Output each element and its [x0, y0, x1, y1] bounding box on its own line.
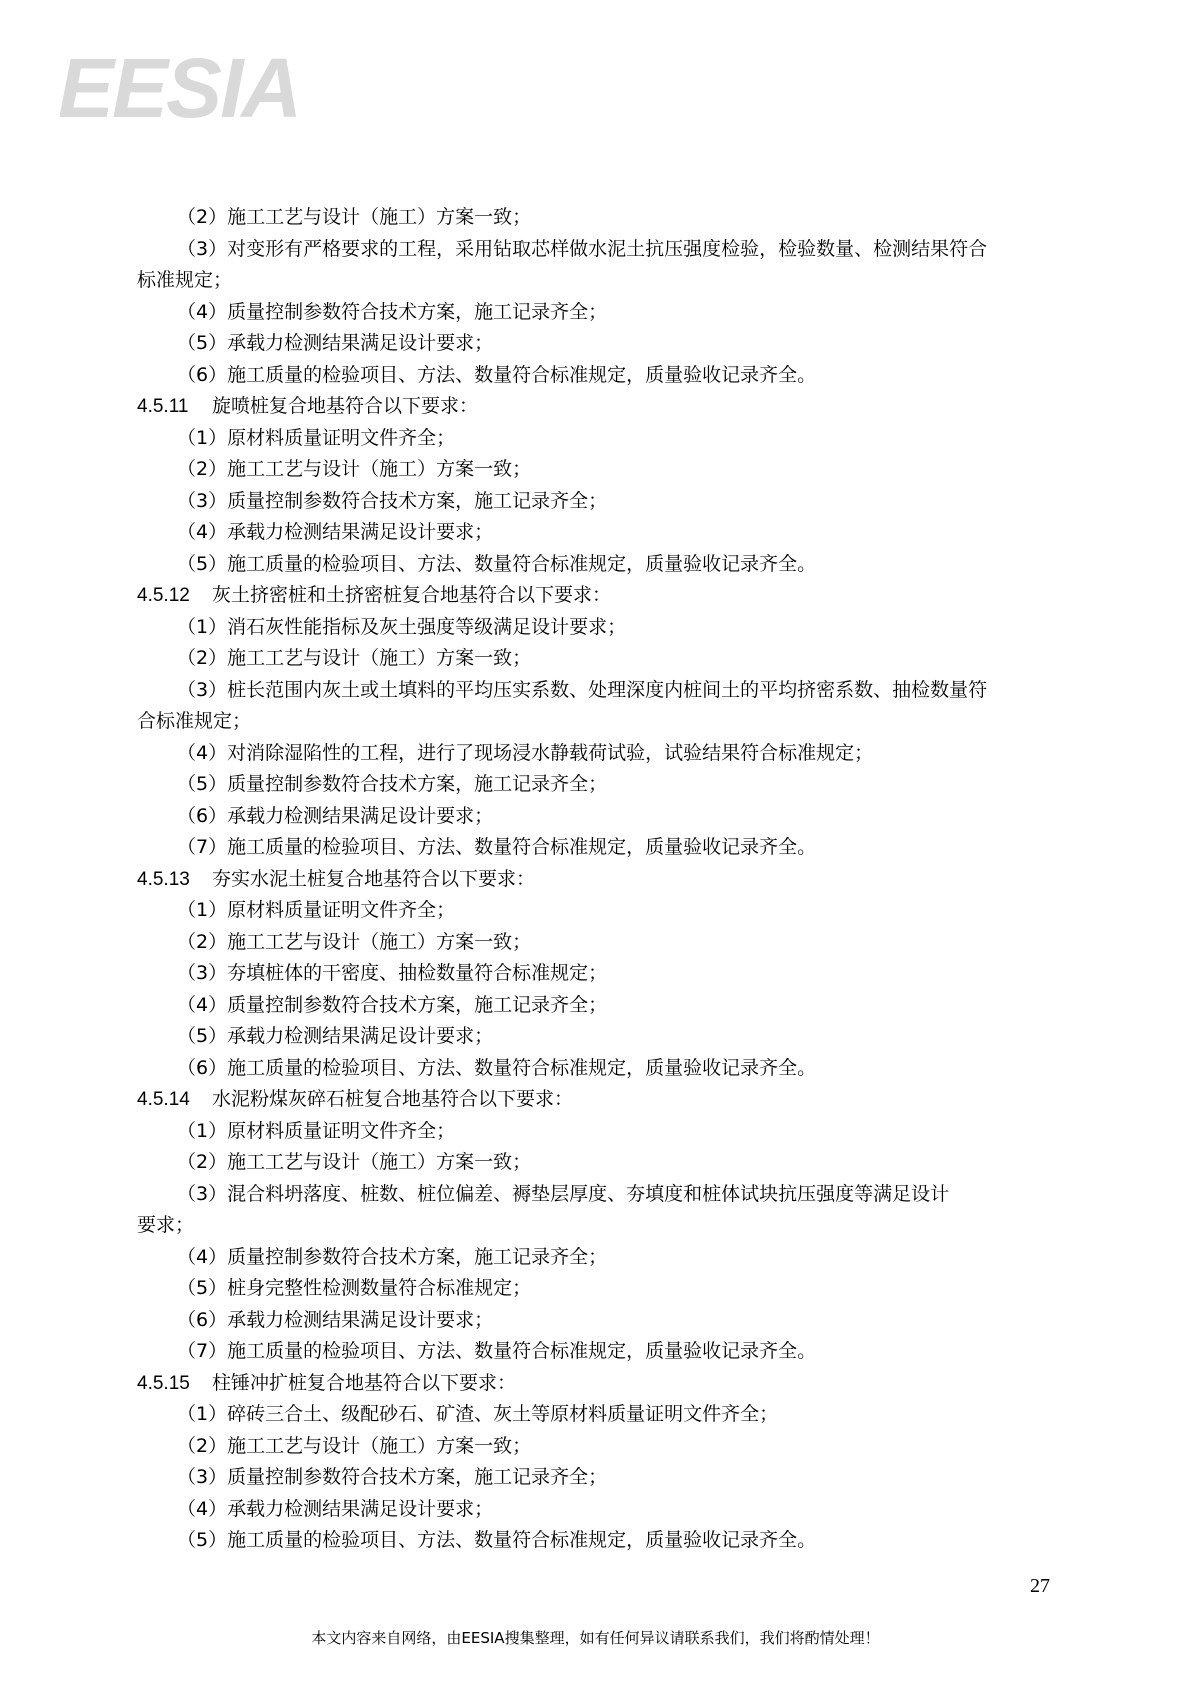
list-item: （6）承载力检测结果满足设计要求； [177, 804, 494, 827]
section-number: 4.5.11 [137, 396, 189, 417]
list-item: （3）桩长范围内灰土或土填料的平均压实系数、处理深度内桩间土的平均挤密系数、抽检数量符 [177, 678, 988, 701]
eesia-logo: EESIA [58, 41, 301, 135]
section-number: 4.5.13 [137, 868, 190, 890]
list-item: （5）承载力检测结果满足设计要求； [177, 332, 494, 354]
list-item: （3）质量控制参数符合技术方案，施工记录齐全； [177, 1466, 608, 1488]
list-item: （2）施工工艺与设计（施工）方案一致； [177, 930, 532, 953]
section-title: 夯实水泥土桩复合地基符合以下要求： [212, 867, 536, 890]
list-item: （4）承载力检测结果满足设计要求； [177, 1497, 494, 1520]
list-item: （6）施工质量的检验项目、方法、数量符合标准规定，质量验收记录齐全。 [177, 363, 817, 386]
list-item: （1）碎砖三合土、级配砂石、矿渣、灰土等原材料质量证明文件齐全； [177, 1403, 779, 1425]
section-heading [137, 1368, 1087, 1400]
section-heading [137, 580, 1087, 612]
list-item: （3）质量控制参数符合技术方案，施工记录齐全； [177, 489, 608, 512]
section-heading [137, 1084, 1087, 1116]
list-item: （6）承载力检测结果满足设计要求； [177, 1308, 494, 1331]
footer-disclaimer: 本文内容来自网络，由EESIA搜集整理，如有任何异议请联系我们，我们将酌情处理！ [311, 1629, 880, 1647]
list-item: （4）质量控制参数符合技术方案，施工记录齐全； [177, 993, 608, 1016]
list-item: （3）夯填桩体的干密度、抽检数量符合标准规定； [177, 962, 608, 984]
list-item-continuation: 合标准规定； [137, 710, 252, 732]
list-item: （5）施工质量的检验项目、方法、数量符合标准规定，质量验收记录齐全。 [177, 1529, 817, 1551]
section-title: 旋喷桩复合地基符合以下要求： [212, 395, 479, 417]
list-item: （1）原材料质量证明文件齐全； [177, 426, 456, 449]
list-item: （4）对消除湿陷性的工程，进行了现场浸水静载荷试验，试验结果符合标准规定； [177, 741, 874, 764]
list-item: （5）桩身完整性检测数量符合标准规定； [177, 1277, 532, 1299]
section-title: 柱锤冲扩桩复合地基符合以下要求： [212, 1371, 517, 1394]
list-item: （7）施工质量的检验项目、方法、数量符合标准规定，质量验收记录齐全。 [177, 1340, 817, 1362]
list-item: （5）承载力检测结果满足设计要求； [177, 1025, 494, 1047]
section-title: 灰土挤密桩和土挤密桩复合地基符合以下要求： [212, 584, 612, 606]
list-item: （2）施工工艺与设计（施工）方案一致； [177, 206, 532, 228]
section-title: 水泥粉煤灰碎石桩复合地基符合以下要求： [212, 1088, 574, 1110]
list-item: （2）施工工艺与设计（施工）方案一致； [177, 647, 532, 669]
list-item: （1）消石灰性能指标及灰土强度等级满足设计要求； [177, 615, 627, 638]
document-body [137, 202, 1087, 1557]
list-item: （6）施工质量的检验项目、方法、数量符合标准规定，质量验收记录齐全。 [177, 1056, 817, 1079]
list-item: （4）质量控制参数符合技术方案，施工记录齐全； [177, 300, 608, 323]
list-item: （4）质量控制参数符合技术方案，施工记录齐全； [177, 1245, 608, 1268]
section-number: 4.5.14 [137, 1089, 190, 1110]
section-number: 4.5.15 [137, 1372, 190, 1394]
section-number: 4.5.12 [137, 585, 190, 606]
list-item: （2）施工工艺与设计（施工）方案一致； [177, 1434, 532, 1457]
list-item: （5）施工质量的检验项目、方法、数量符合标准规定，质量验收记录齐全。 [177, 552, 817, 575]
list-item-continuation: 要求； [137, 1214, 195, 1236]
page-number: 27 [1030, 1575, 1050, 1597]
list-item: （2）施工工艺与设计（施工）方案一致； [177, 1151, 532, 1173]
list-item: （3）对变形有严格要求的工程，采用钻取芯样做水泥土抗压强度检验，检验数量、检测结果符合 [177, 237, 988, 260]
list-item: （4）承载力检测结果满足设计要求； [177, 521, 494, 543]
list-item: （3）混合料坍落度、桩数、桩位偏差、褥垫层厚度、夯填度和桩体试块抗压强度等满足设计 [177, 1182, 950, 1205]
list-item: （2）施工工艺与设计（施工）方案一致； [177, 458, 532, 480]
list-item: （7）施工质量的检验项目、方法、数量符合标准规定，质量验收记录齐全。 [177, 836, 817, 858]
section-heading [137, 391, 1087, 423]
list-item: （5）质量控制参数符合技术方案，施工记录齐全； [177, 773, 608, 795]
list-item: （1）原材料质量证明文件齐全； [177, 1119, 456, 1142]
list-item-continuation: 标准规定； [137, 269, 233, 291]
section-heading [137, 864, 1087, 896]
list-item: （1）原材料质量证明文件齐全； [177, 899, 456, 921]
